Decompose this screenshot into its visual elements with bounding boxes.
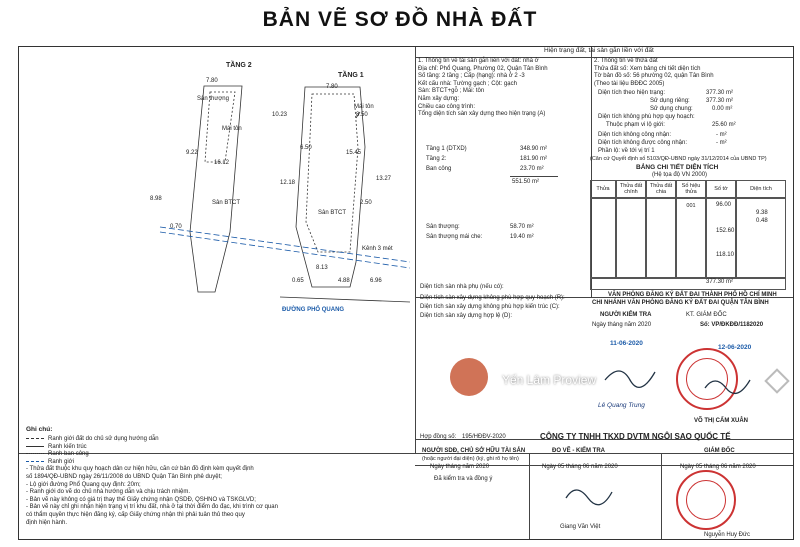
terrace-area: 58.70 m² xyxy=(510,224,534,230)
table-header: Diện tích xyxy=(736,180,786,198)
dimension-label: 8.13 xyxy=(316,265,328,271)
decision: (Căn cứ Quyết định số 5103/QĐ-UBND ngày 31/12/2014 của UBND TP) xyxy=(590,156,767,162)
area-current-label: Diện tích theo hiện trạng: xyxy=(598,90,666,96)
land-info-heading: 2. Thông tin về thửa đất xyxy=(594,58,658,64)
roof-terrace-label: Sân thượng mái che: xyxy=(426,234,483,240)
inplan-label: Thuộc phạm vi lộ giới: xyxy=(606,122,665,128)
house-info xyxy=(418,58,590,119)
nonpublic-label: Diện tích không công nhận: xyxy=(598,132,672,138)
floor1-outline xyxy=(296,87,365,287)
aux-note: Diện tích sàn nhà phụ (nếu có): xyxy=(420,284,504,290)
company-director-name: Nguyễn Huy Đức xyxy=(704,532,751,538)
table-header: Số hiệu thửa xyxy=(676,180,706,198)
surveyor-name: Giang Văn Việt xyxy=(560,524,601,530)
legend-note: - Ranh giới do vẽ do chủ nhà hướng dẫn và chịu trách nhiệm. xyxy=(26,489,190,496)
sum-rule xyxy=(510,176,558,177)
private-area-label: Sử dụng riêng: xyxy=(650,98,690,104)
room-label: Sân thượng xyxy=(197,96,229,102)
extra-value: 0.48 xyxy=(756,218,768,224)
director-stamp-date: 12-06-2020 xyxy=(718,344,752,351)
extra-value: 9.38 xyxy=(756,210,768,216)
floor2-area: 181.90 m² xyxy=(520,156,548,162)
house-structure: Kết cấu nhà: Tường gạch ; Cột: gạch xyxy=(418,80,517,87)
road-label: ĐƯỜNG PHỔ QUANG xyxy=(282,307,345,313)
house-info-heading: 1. Thông tin về tài sản gắn liền với đất: nhà ở xyxy=(418,58,539,64)
checker-stamp-date: 11-06-2020 xyxy=(610,340,643,347)
legend-note: - Bản vẽ này chỉ ghi nhận hiện trạng vị trí khu đất, nhà ở tại thời điểm đo đạc, khi trình cơ quan xyxy=(26,504,278,511)
floor2-label: TẦNG 2 xyxy=(226,62,252,69)
inplan-area: 25.60 m² xyxy=(712,122,736,128)
floor1-area: 348.90 m² xyxy=(520,146,548,152)
company-stamp-inner xyxy=(686,480,726,520)
contract-number: 195/HĐĐV-2020 xyxy=(462,434,506,440)
dimension-label: 7.80 xyxy=(326,84,338,90)
dimension-label: 8.98 xyxy=(150,196,162,202)
remark: Phần lộ: về tới vị trí 1 xyxy=(598,148,655,154)
dimension-label: 0.65 xyxy=(292,278,304,284)
legend-item: Ranh kiến trúc xyxy=(26,444,386,452)
table-sum-row xyxy=(590,278,786,290)
floor-plan xyxy=(20,52,410,397)
house-floors: Số tầng: 2 tầng ; Cấp (hạng): nhà ở 2 -3 xyxy=(418,73,525,80)
dimension-label: 2.50 xyxy=(360,200,372,206)
land-source: (Theo tài liệu BĐĐC 2005) xyxy=(594,80,665,87)
table-subtitle: (Hệ tọa độ VN 2000) xyxy=(652,172,708,178)
table-cell xyxy=(590,198,616,278)
director-name: VÕ THỊ CẨM XUÂN xyxy=(694,418,748,424)
legend-note: có thẩm quyền thực hiện đăng ký, cấp Giấy chứng nhận thì phải tuân thủ theo quy xyxy=(26,511,245,518)
land-map: Tờ bản đồ số: 56 phường 02, quận Tân Bình xyxy=(594,73,714,80)
watermark-text: Yến Lâm Proview xyxy=(502,373,597,387)
approval-branch: CHI NHÁNH VĂN PHÒNG ĐĂNG KÝ ĐẤT ĐAI QUẬN TÂN BÌNH xyxy=(592,300,769,306)
floor1-area-label: Tầng 1 (DTXD) xyxy=(426,146,467,152)
unrecognized-area: - m² xyxy=(716,140,727,146)
total-area: 551.50 m² xyxy=(512,179,540,185)
nonpublic-area: - m² xyxy=(716,132,727,138)
legend-note: định hiện hành. xyxy=(26,519,68,526)
legend-note: - Bản vẽ này không có giá trị thay thế Giấy chứng nhận QSDĐ, QSHNO và TSKGLVD; xyxy=(26,496,256,503)
dimension-label: 0.70 xyxy=(170,224,182,230)
doc-number: Số: VP/ĐKĐĐ/1182020 xyxy=(700,322,764,328)
table-cell: 001 xyxy=(676,198,706,278)
roof-terrace-area: 19.40 m² xyxy=(510,234,534,240)
legend-note: - Lộ giới đường Phổ Quang quy định: 20m; xyxy=(26,481,141,488)
company-director-date: Ngày 05 tháng 06 năm 2020 xyxy=(680,464,756,470)
balcony-area: 23.70 m² xyxy=(520,166,544,172)
contract-label: Hợp đồng số: xyxy=(420,434,457,440)
table-header: Thửa xyxy=(590,180,616,198)
company-director-heading: GIÁM ĐỐC xyxy=(704,448,735,454)
dimension-label: 15.45 xyxy=(346,150,362,156)
owner-date: Ngày tháng năm 2020 xyxy=(430,464,490,470)
land-sheet: Thửa đất số: Xem bảng chi tiết diện tích xyxy=(594,65,701,72)
aux-note: Diện tích sàn xây dựng hợp lệ (D): xyxy=(420,313,512,319)
page-title: BẢN VẼ SƠ ĐỒ NHÀ ĐẤT xyxy=(262,8,538,31)
unrecognized-label: Diện tích không được công nhận: xyxy=(598,140,688,146)
checker-signature xyxy=(600,360,670,390)
dimension-label: 4.88 xyxy=(338,278,350,284)
surveyor-signature xyxy=(560,478,620,508)
area-heading: Tổng diện tích sàn xây dựng theo hiện trạng (A) xyxy=(418,111,546,118)
house-material: Sàn: BTCT+gỗ ; Mái: tôn xyxy=(418,88,485,95)
house-height: Chiều cao công trình: xyxy=(418,103,476,110)
surveyor-date: Ngày 05 tháng 06 năm 2020 xyxy=(542,464,618,470)
checker-role: NGƯỜI KIỂM TRA xyxy=(600,312,652,318)
dimension-label: 9.22 xyxy=(186,150,198,156)
director-role: KT. GIÁM ĐỐC xyxy=(686,312,727,318)
legend-note: - Thửa đất thuộc khu quy hoạch dân cư hiện hữu, căn cứ bản đồ định kèm quyết định xyxy=(26,466,254,473)
private-area: 377.30 m² xyxy=(706,98,734,104)
nonconform-label: Diện tích không phù hợp quy hoạch: xyxy=(598,114,695,120)
dimension-label: 10.23 xyxy=(272,112,288,118)
owner-note: (hoặc người đại diện) (ký, ghi rõ họ tên) xyxy=(422,456,519,462)
land-info xyxy=(594,58,790,88)
balcony-area-label: Ban công xyxy=(426,166,452,172)
area-value: 152.60 xyxy=(716,228,735,234)
table-title: BẢNG CHI TIẾT DIỆN TÍCH xyxy=(636,164,719,171)
area-value: 118.10 xyxy=(716,252,734,258)
approval-org: VĂN PHÒNG ĐĂNG KÝ ĐẤT ĐAI THÀNH PHỐ HỒ CHÍ MINH xyxy=(608,292,777,298)
checker-date: Ngày tháng năm 2020 xyxy=(592,322,652,328)
dimension-label: 7.80 xyxy=(206,78,218,84)
dimension-label: 6.96 xyxy=(370,278,382,284)
table-header: Số tờ xyxy=(706,180,736,198)
dimension-label: 6.50 xyxy=(300,145,312,151)
area-value: 96.00 xyxy=(716,202,732,208)
watermark-logo xyxy=(450,358,488,396)
dimension-label: 16.12 xyxy=(214,160,230,166)
dimension-label: 8.50 xyxy=(356,112,368,118)
director-signature xyxy=(700,370,760,400)
floor1-label: TẦNG 1 xyxy=(338,72,364,79)
legend xyxy=(26,436,386,527)
aux-note: Diện tích sàn xây dựng không phù hợp quy hoạch (R): xyxy=(420,295,565,301)
table-cell xyxy=(706,198,736,278)
area-sum: 377.30 m² xyxy=(706,279,734,285)
dimension-label: 13.27 xyxy=(376,176,392,182)
company-name: CÔNG TY TNHH TKXD DVTM NGÔI SAO QUỐC TẾ xyxy=(540,432,731,441)
dimension-label: 12.18 xyxy=(280,180,296,186)
owner-heading: NGƯỜI SDĐ, CHỦ SỞ HỮU TÀI SẢN xyxy=(422,448,526,454)
room-label: Mái tôn xyxy=(222,126,242,132)
table-header: Thửa đất chính xyxy=(616,180,646,198)
area-table xyxy=(590,180,786,290)
legend-item: Ranh giới xyxy=(26,459,386,467)
legend-item: Ranh giới đất do chủ sử dụng hướng dẫn xyxy=(26,436,386,444)
owner-agreement: Đã kiểm tra và đồng ý xyxy=(434,476,493,482)
checker-name: Lê Quang Trung xyxy=(598,402,645,409)
table-cell xyxy=(646,198,676,278)
table-header: Thửa đất chia xyxy=(646,180,676,198)
shared-area: 0.00 m² xyxy=(712,106,733,112)
room-label: Sân BTCT xyxy=(318,210,347,216)
floor2-outline xyxy=(190,86,242,292)
legend-note: số 1894/QĐ-UBND ngày 26/11/2008 do UBND Quận Tân Bình phê duyệt; xyxy=(26,473,222,480)
floor1-inner xyxy=(306,94,358,252)
legend-item: Ranh ban công xyxy=(26,451,386,459)
floor2-area-label: Tầng 2: xyxy=(426,156,447,162)
table-cell xyxy=(616,198,646,278)
section-header: Hiện trạng đất, tài sản gắn liền với đất xyxy=(544,47,654,54)
shared-area-label: Sử dụng chung: xyxy=(650,106,693,112)
room-label: Mái tôn xyxy=(354,104,374,110)
canal-label: Kênh 3 mét xyxy=(362,246,393,252)
room-label: Sân BTCT xyxy=(212,200,241,206)
terrace-label: Sân thượng: xyxy=(426,224,460,230)
legend-heading: Ghi chú: xyxy=(26,426,53,433)
area-current: 377.30 m² xyxy=(706,90,734,96)
surveyor-heading: ĐO VẼ - KIỂM TRA xyxy=(552,448,606,454)
aux-note: Diện tích sàn xây dựng không phù hợp kiến trúc (C): xyxy=(420,304,560,310)
house-address: Địa chỉ: Phổ Quang, Phường 02, Quận Tân Bình xyxy=(418,65,548,72)
house-built-year: Năm xây dựng: xyxy=(418,95,460,102)
